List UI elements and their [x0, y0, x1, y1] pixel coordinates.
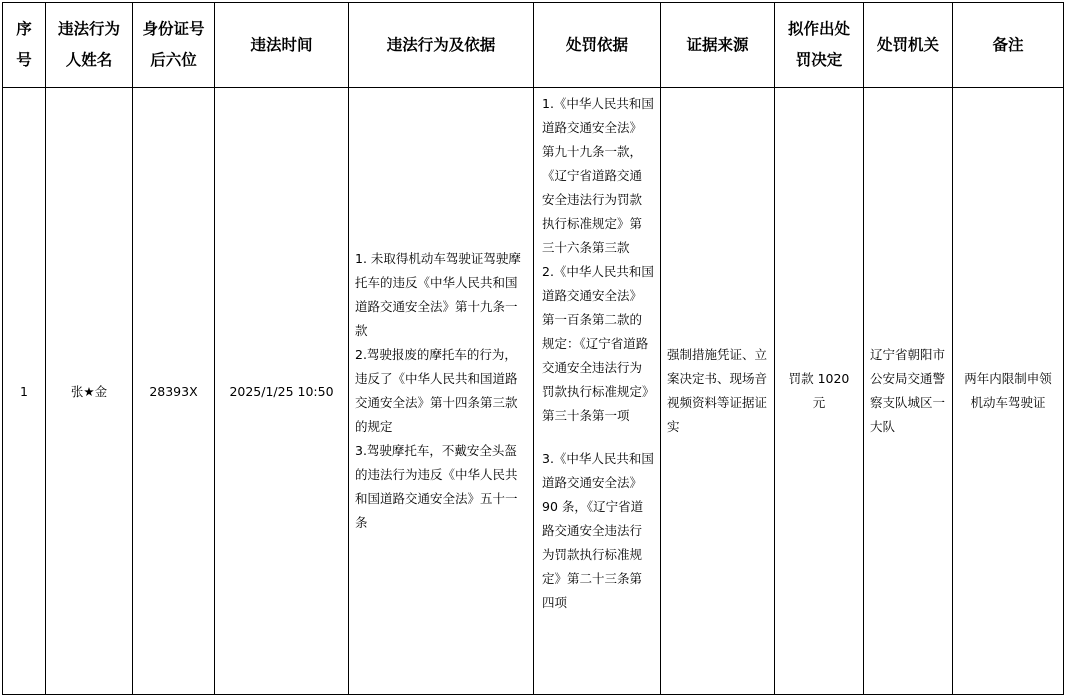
- cell-remark: 两年内限制申领机动车驾驶证: [953, 88, 1064, 695]
- table-row: [3, 88, 1064, 695]
- header-row: [3, 3, 1064, 88]
- cell-name: 张★金: [46, 88, 133, 695]
- header-remark: 备注: [953, 3, 1064, 88]
- cell-violation: [349, 88, 534, 695]
- violation-item: 2.驾驶报废的摩托车的行为，违反了《中华人民共和国道路交通安全法》第十四条第三款的规定: [355, 347, 518, 434]
- cell-penalty-basis: [534, 88, 661, 695]
- header-evidence: 证据来源: [661, 3, 775, 88]
- header-authority: 处罚机关: [864, 3, 953, 88]
- header-time: 违法时间: [215, 3, 349, 88]
- cell-decision: 罚款 1020 元: [775, 88, 864, 695]
- header-penalty-basis: 处罚依据: [534, 3, 661, 88]
- cell-evidence: 强制措施凭证、立案决定书、现场音视频资料等证据证实: [661, 88, 775, 695]
- penalty-basis-item: 3.《中华人民共和国道路交通安全法》90 条，《辽宁省道路交通安全违法行为罚款执行标准规定》第二十三条第四项: [542, 451, 654, 610]
- cell-authority: 辽宁省朝阳市公安局交通警察支队城区一大队: [864, 88, 953, 695]
- penalty-basis-item: 1.《中华人民共和国道路交通安全法》第九十九条一款，《辽宁省道路交通安全违法行为罚款执行标准规定》第三十六条第三款: [542, 96, 654, 255]
- header-violation: 违法行为及依据: [349, 3, 534, 88]
- violation-item: 1. 未取得机动车驾驶证驾驶摩托车的违反《中华人民共和国道路交通安全法》第十九条一款: [355, 251, 521, 338]
- penalty-table: [2, 2, 1064, 695]
- violation-item: 3.驾驶摩托车，不戴安全头盔的违法行为违反《中华人民共和国道路交通安全法》五十一条: [355, 443, 518, 530]
- header-name: 违法行为 人姓名: [46, 3, 133, 88]
- cell-id-last6: 28393X: [133, 88, 215, 695]
- penalty-basis-item: 2.《中华人民共和国道路交通安全法》第一百条第二款的规定：《辽宁省道路交通安全违法行为罚款执行标准规定》第三十条第一项: [542, 264, 654, 423]
- header-decision: 拟作出处 罚决定: [775, 3, 864, 88]
- cell-time: 2025/1/25 10:50: [215, 88, 349, 695]
- cell-seq: 1: [3, 88, 46, 695]
- header-id-last6: 身份证号 后六位: [133, 3, 215, 88]
- header-seq: 序 号: [3, 3, 46, 88]
